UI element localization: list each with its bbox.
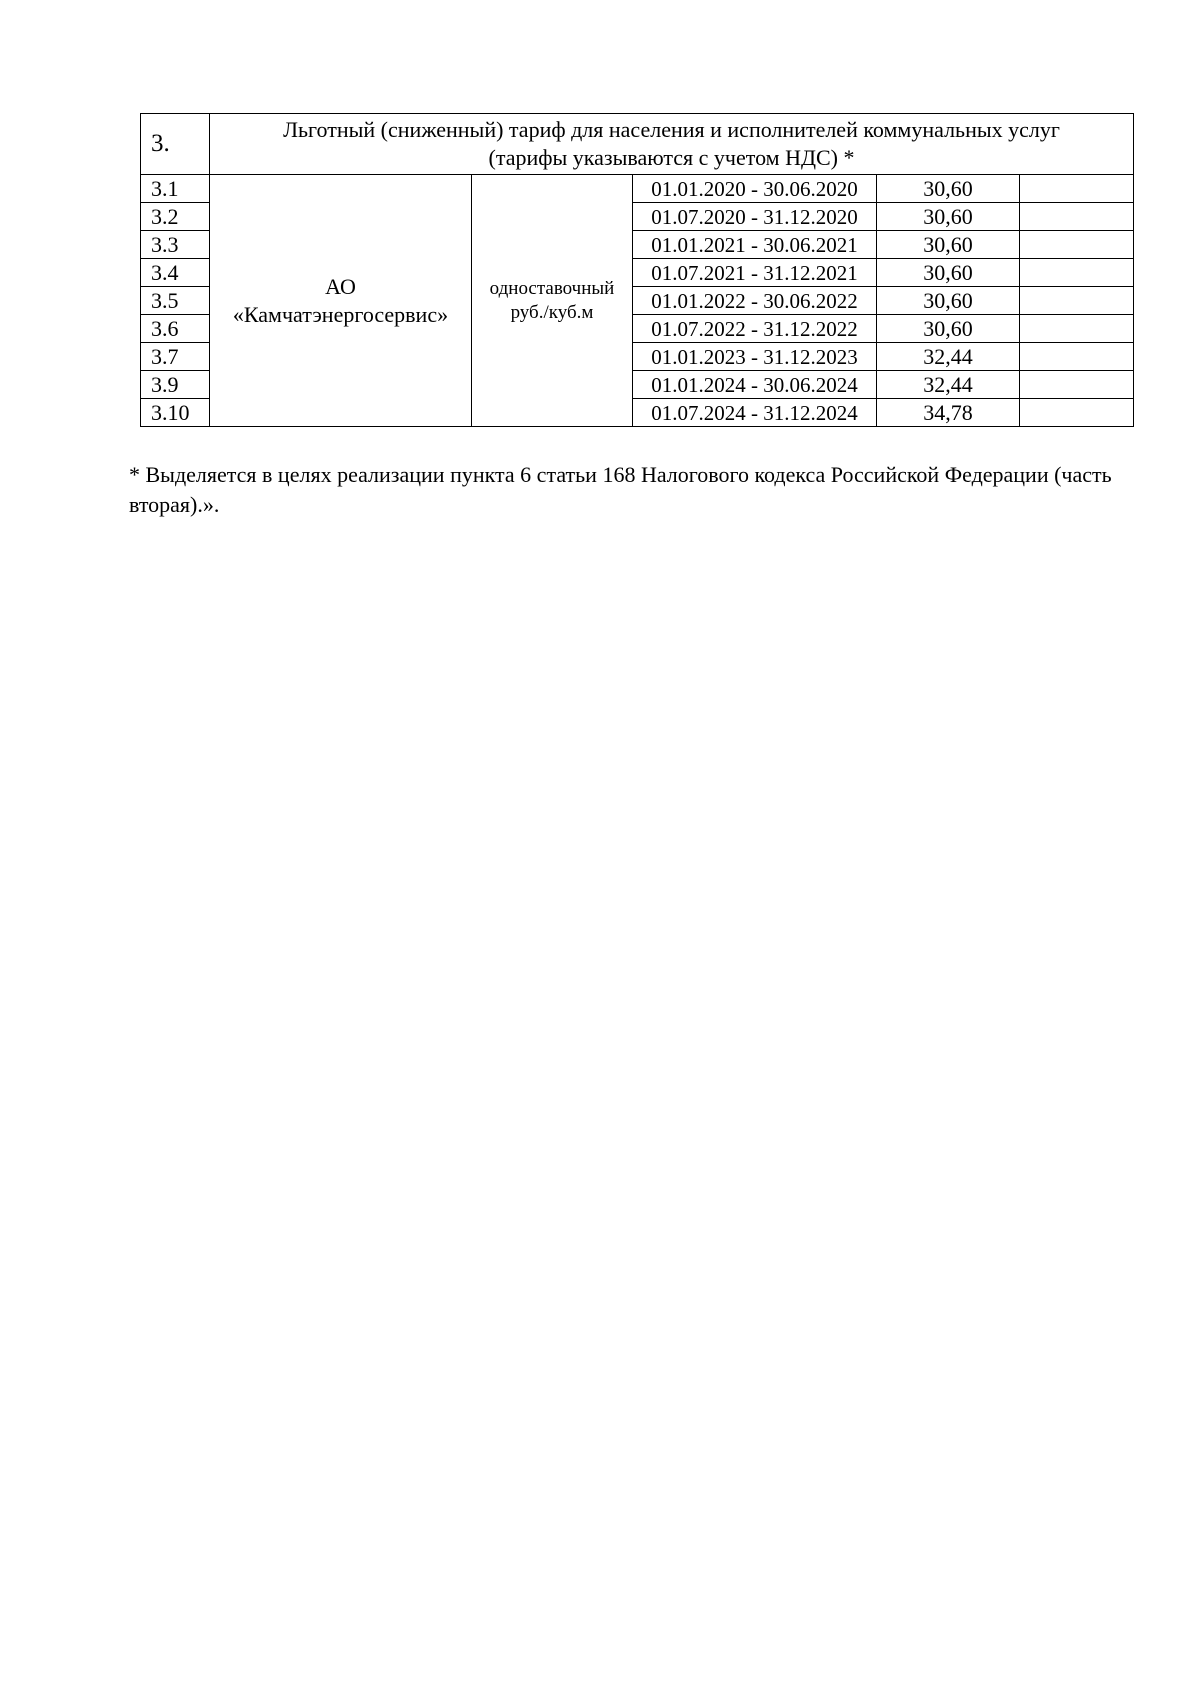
table-row: [141, 175, 1134, 203]
period-cell: 01.01.2024 - 30.06.2024: [633, 371, 877, 399]
period-cell: 01.01.2021 - 30.06.2021: [633, 231, 877, 259]
empty-cell: [1020, 287, 1134, 315]
empty-cell: [1020, 231, 1134, 259]
period-cell: 01.07.2024 - 31.12.2024: [633, 399, 877, 427]
footnote: * Выделяется в целях реализации пункта 6 статьи 168 Налогового кодекса Российской Федерации (часть вторая).».: [129, 462, 1112, 517]
section-title: [210, 114, 1134, 175]
organization-line-1: АО: [325, 273, 356, 299]
tariff-type-line-2: руб./куб.м: [510, 301, 594, 323]
empty-cell: [1020, 399, 1134, 427]
row-number: 3.10: [141, 399, 210, 427]
row-number: 3.9: [141, 371, 210, 399]
empty-cell: [1020, 175, 1134, 203]
period-cell: 01.07.2021 - 31.12.2021: [633, 259, 877, 287]
rate-cell: 30,60: [877, 175, 1020, 203]
rate-cell: 30,60: [877, 315, 1020, 343]
tariff-type-line-1: одноставочный: [489, 277, 615, 299]
rate-cell: 34,78: [877, 399, 1020, 427]
section-title-line-2: (тарифы указываются с учетом НДС) *: [488, 145, 855, 170]
period-cell: 01.01.2020 - 30.06.2020: [633, 175, 877, 203]
empty-cell: [1020, 343, 1134, 371]
row-number: 3.4: [141, 259, 210, 287]
empty-cell: [1020, 259, 1134, 287]
period-cell: 01.01.2023 - 31.12.2023: [633, 343, 877, 371]
row-number: 3.1: [141, 175, 210, 203]
period-cell: 01.01.2022 - 30.06.2022: [633, 287, 877, 315]
empty-cell: [1020, 203, 1134, 231]
row-number: 3.6: [141, 315, 210, 343]
rate-cell: 30,60: [877, 231, 1020, 259]
section-title-line-1: Льготный (сниженный) тариф для населения и исполнителей коммунальных услуг: [283, 117, 1060, 142]
row-number: 3.7: [141, 343, 210, 371]
row-number: 3.5: [141, 287, 210, 315]
rate-cell: 32,44: [877, 371, 1020, 399]
row-number: 3.3: [141, 231, 210, 259]
rate-cell: 30,60: [877, 287, 1020, 315]
tariff-table: [140, 113, 1134, 427]
tariff-type-cell: [472, 175, 633, 427]
rate-cell: 30,60: [877, 259, 1020, 287]
rate-cell: 30,60: [877, 203, 1020, 231]
organization-cell: [210, 175, 472, 427]
row-number: 3.2: [141, 203, 210, 231]
empty-cell: [1020, 371, 1134, 399]
section-number: 3.: [141, 114, 210, 175]
empty-cell: [1020, 315, 1134, 343]
period-cell: 01.07.2022 - 31.12.2022: [633, 315, 877, 343]
section-header-row: [141, 114, 1134, 175]
rate-cell: 32,44: [877, 343, 1020, 371]
organization-line-2: «Камчатэнергосервис»: [232, 301, 449, 327]
period-cell: 01.07.2020 - 31.12.2020: [633, 203, 877, 231]
